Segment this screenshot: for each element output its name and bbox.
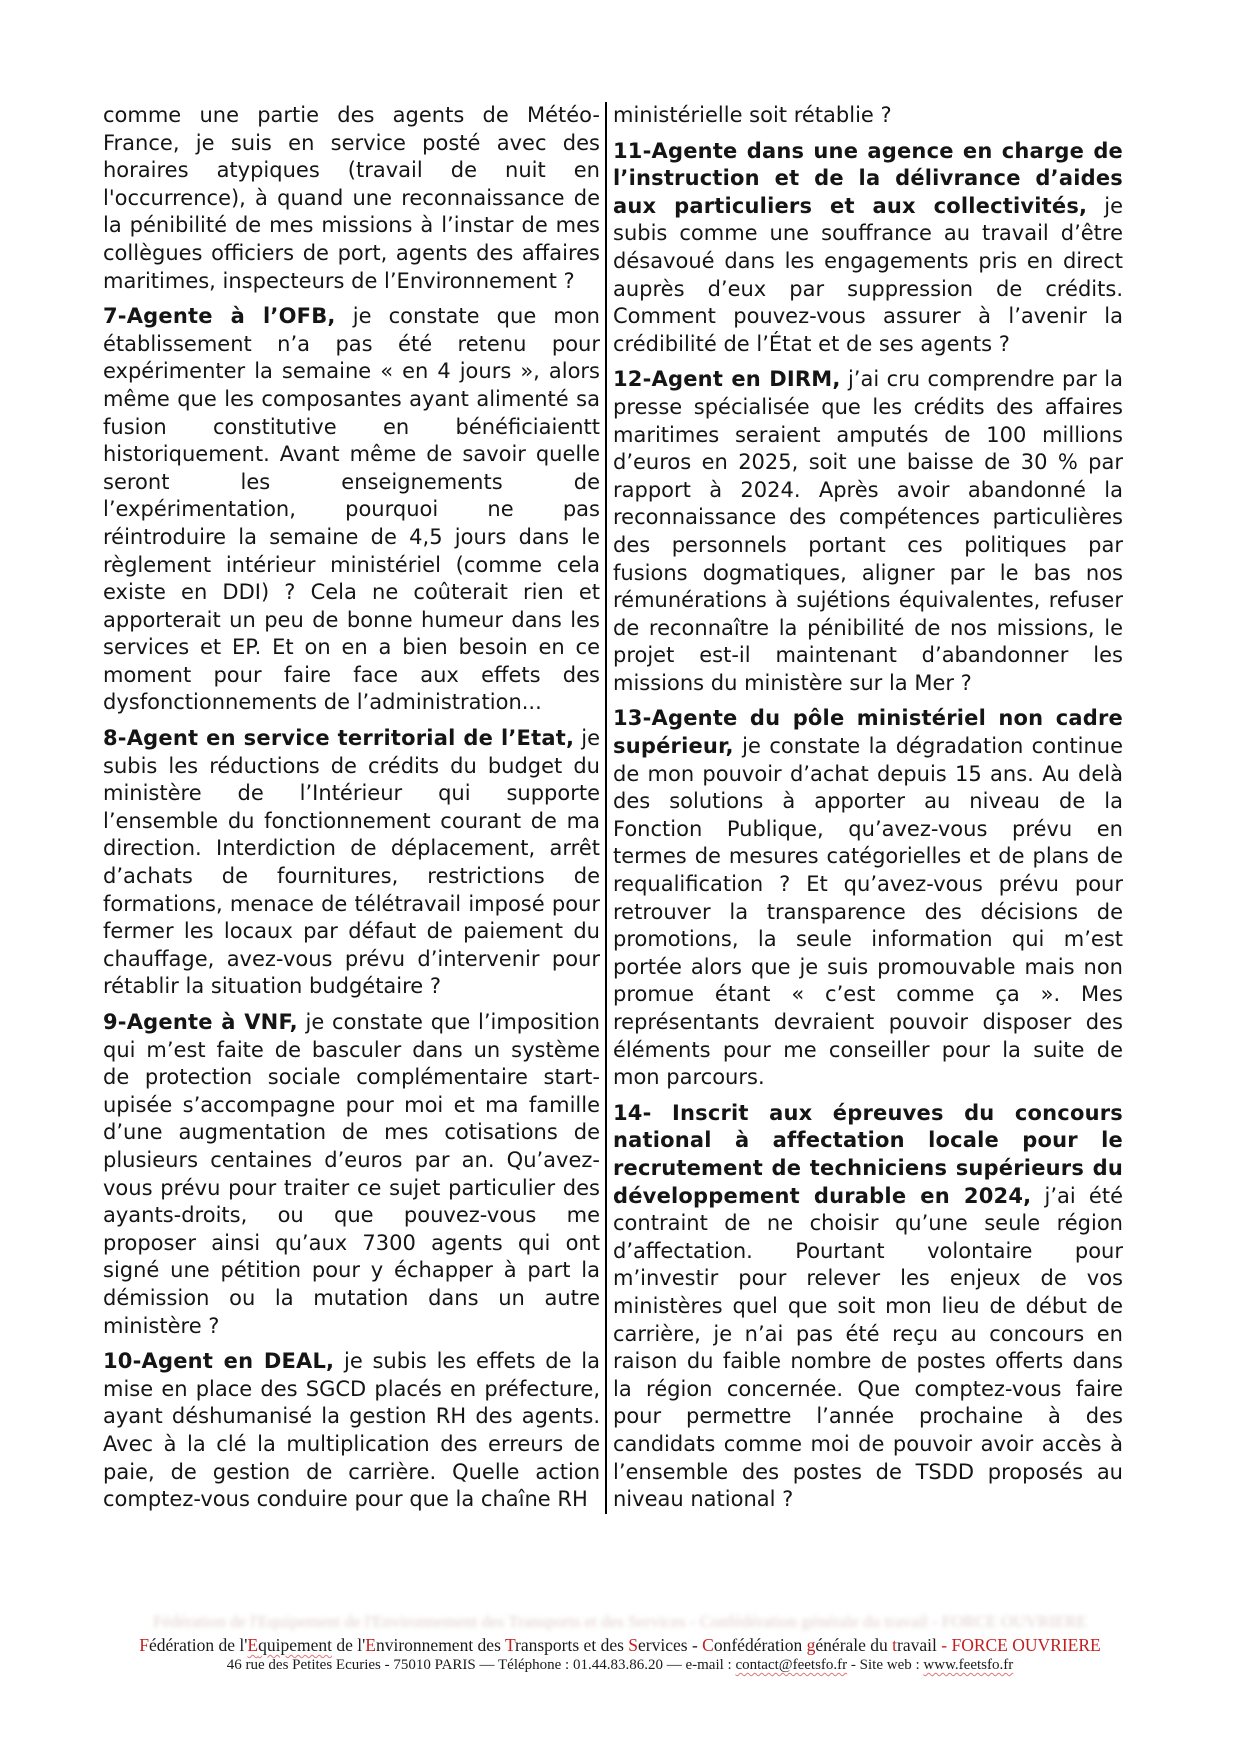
footer-acronym-letter: g: [806, 1635, 816, 1655]
footer-acronym-letter: S: [628, 1635, 639, 1655]
question-paragraph: [103, 303, 600, 717]
question-body: je subis les effets de la mise en place des SGCD placés en préfecture, ayant déshumanisé la gestion RH des agents. Avec à la clé la multiplication des erreurs de paie, de gestion de carrière. Quelle action comptez-vous conduire pour que la chaîne RH: [103, 1349, 600, 1512]
question-paragraph: [613, 705, 1123, 1091]
column-right: [605, 102, 1123, 1514]
question-paragraph: [103, 102, 600, 295]
footer-text-segment: énérale du: [815, 1635, 893, 1655]
question-body: je subis les réductions de crédits du budget du ministère de l’Intérieur qui supporte l’ensemble du fonctionnement courant de ma direction. Interdiction de déplacement, arrêt d’achats de fournitures, restrictions de formations, menace de télétravail imposé pour fermer les locaux par défaut de paiement du chauffage, avez-vous prévu d’intervenir pour rétablir la situation budgétaire ?: [103, 726, 600, 999]
footer-acronym-letter: - FORCE OUVRIERE: [941, 1635, 1101, 1655]
question-heading: 12-Agent en DIRM,: [613, 367, 841, 392]
question-body: je constate la dégradation continue de mon pouvoir d’achat depuis 15 ans. Au delà des solutions à apporter au niveau de la Fonction Publique, qu’avez-vous prévu en termes de mesures catégorielles et de plans de requalification ? Et qu’avez-vous prévu pour retrouver la transparence des décisions de promotions, la seule information qui m’est portée alors que je suis promouvable mais non promue étant « c’est comme ça ». Mes représentants devraient pouvoir disposer des éléments pour me conseiller pour la suite de mon parcours.: [613, 734, 1123, 1090]
footer-text-segment: www.feetsfo.fr: [923, 1657, 1014, 1673]
question-heading: 13-Agente du pôle ministériel non cadre supérieur,: [613, 706, 1123, 759]
question-body: j’ai été contraint de ne choisir qu’une seule région d’affectation. Pourtant volontaire pour m’investir pour relever les enjeux de vos ministères quel que soit mon lieu de début de carrière, je n’ai pas été reçu au concours en raison du faible nombre de postes offerts dans la région concernée. Que comptez-vous faire pour permettre l’année prochaine à des candidats comme moi de pouvoir avoir accès à l’ensemble des postes de TSDD proposés au niveau national ?: [613, 1183, 1123, 1512]
question-paragraph: [613, 102, 1123, 130]
question-paragraph: [103, 725, 600, 1001]
scan-ghost-artifact: Fédération de l'Equipement de l'Environnement des Transports et des Services - Confédération générale du travail - FORCE OUVRIERE: [153, 1612, 1087, 1631]
footer-text-segment: 46 rue des Petites Ecuries - 75010 PARIS — Téléphone : 01.44.83.86.20 — e-mail :: [226, 1657, 736, 1673]
footer-text-segment: édération de l': [149, 1635, 248, 1655]
question-body: je constate que mon établissement n’a pas été retenu pour expérimenter la semaine « en 4 jours », alors même que les composantes ayant alimenté sa fusion constitutive en bénéficiaientt historiquement. Avant même de savoir quelle seront les enseignements de l’expérimentation, pourquoi ne pas réintroduire la semaine de 4,5 jours dans le règlement intérieur ministériel (comme cela existe en DDI) ? Cela ne coûterait rien et apporterait un peu de bonne humeur dans les services et EP. Et on en a bien besoin en ce moment pour faire face aux effets des dysfonctionnements de l’administration...: [103, 304, 600, 715]
footer-acronym-letter: C: [702, 1635, 714, 1655]
page-footer: [0, 1634, 1240, 1675]
two-column-text-block: [103, 102, 1123, 1514]
question-heading: 8-Agent en service territorial de l’Etat,: [103, 726, 575, 751]
question-heading: 10-Agent en DEAL,: [103, 1349, 335, 1374]
footer-text-segment: ravail: [897, 1635, 942, 1655]
question-paragraph: [103, 1348, 600, 1514]
footer-text-segment: quipement: [258, 1635, 332, 1655]
footer-text-segment: nvironnement des: [375, 1635, 505, 1655]
footer-contact-line: [0, 1656, 1240, 1675]
question-paragraph: [613, 366, 1123, 697]
question-body: je subis comme une souffrance au travail d’être désavoué dans les engagements pris en direct auprès d’eux par suppression de crédits. Comment pouvez-vous assurer à l’avenir la crédibilité de l’État et de ses agents ?: [613, 193, 1123, 356]
question-heading: 9-Agente à VNF,: [103, 1010, 298, 1034]
question-paragraph: [103, 1009, 600, 1340]
footer-text-segment: - Site web :: [847, 1657, 924, 1673]
question-heading: 7-Agente à l’OFB,: [103, 304, 336, 329]
footer-text-segment: ransports et des: [515, 1635, 629, 1655]
column-left: [103, 102, 605, 1514]
footer-text-segment: onfédération: [713, 1635, 807, 1655]
footer-text-segment: contact@feetsfo.fr: [735, 1657, 848, 1673]
question-body: j’ai cru comprendre par la presse spécialisée que les crédits des affaires maritimes seraient amputés de 100 millions d’euros en 2025, soit une baisse de 30 % par rapport à 2024. Après avoir abandonné la reconnaissance des compétences particulières des personnels portant ces politiques par fusions dogmatiques, aligner par le bas nos rémunérations à sujétions équivalentes, refuser de reconnaître la pénibilité de nos missions, le projet est-il maintenant d’abandonner les missions du ministère sur la Mer ?: [613, 367, 1123, 695]
footer-acronym-letter: E: [247, 1635, 259, 1655]
footer-acronym-letter: E: [365, 1635, 376, 1655]
question-paragraph: [613, 138, 1123, 359]
question-body: je constate que l’imposition qui m’est faite de basculer dans un système de protection sociale complémentaire start-upisée s’accompagne pour moi et ma famille d’une augmentation de mes cotisations de plusieurs centaines d’euros par an. Qu’avez-vous prévu pour traiter ce sujet particulier des ayants-droits, ou que pouvez-vous me proposer ainsi qu’aux 7300 agents qui ont signé une pétition pour y échapper à part la démission ou la mutation dans un autre ministère ?: [103, 1010, 600, 1338]
question-heading: 11-Agente dans une agence en charge de l’instruction et de la délivrance d’aides aux particuliers et aux collectivités,: [613, 138, 1123, 218]
footer-text-segment: ervices -: [638, 1635, 703, 1655]
question-paragraph: [613, 1100, 1123, 1514]
footer-acronym-letter: F: [139, 1635, 150, 1655]
footer-text-segment: de l': [331, 1635, 366, 1655]
footer-organization-line: [0, 1634, 1240, 1656]
question-body: ministérielle soit rétablie ?: [613, 103, 892, 127]
question-heading: 14- Inscrit aux épreuves du concours national à affectation locale pour le recrutement de techniciens supérieurs du développement durable en 2024,: [613, 1100, 1123, 1208]
question-body: comme une partie des agents de Météo-France, je suis en service posté avec des horaires atypiques (travail de nuit en l'occurrence), à quand une reconnaissance de la pénibilité de mes missions à l’instar de mes collègues officiers de port, agents des affaires maritimes, inspecteurs de l’Environnement ?: [103, 103, 600, 293]
footer-acronym-letter: T: [504, 1635, 516, 1655]
footer-acronym-letter: t: [892, 1635, 898, 1655]
